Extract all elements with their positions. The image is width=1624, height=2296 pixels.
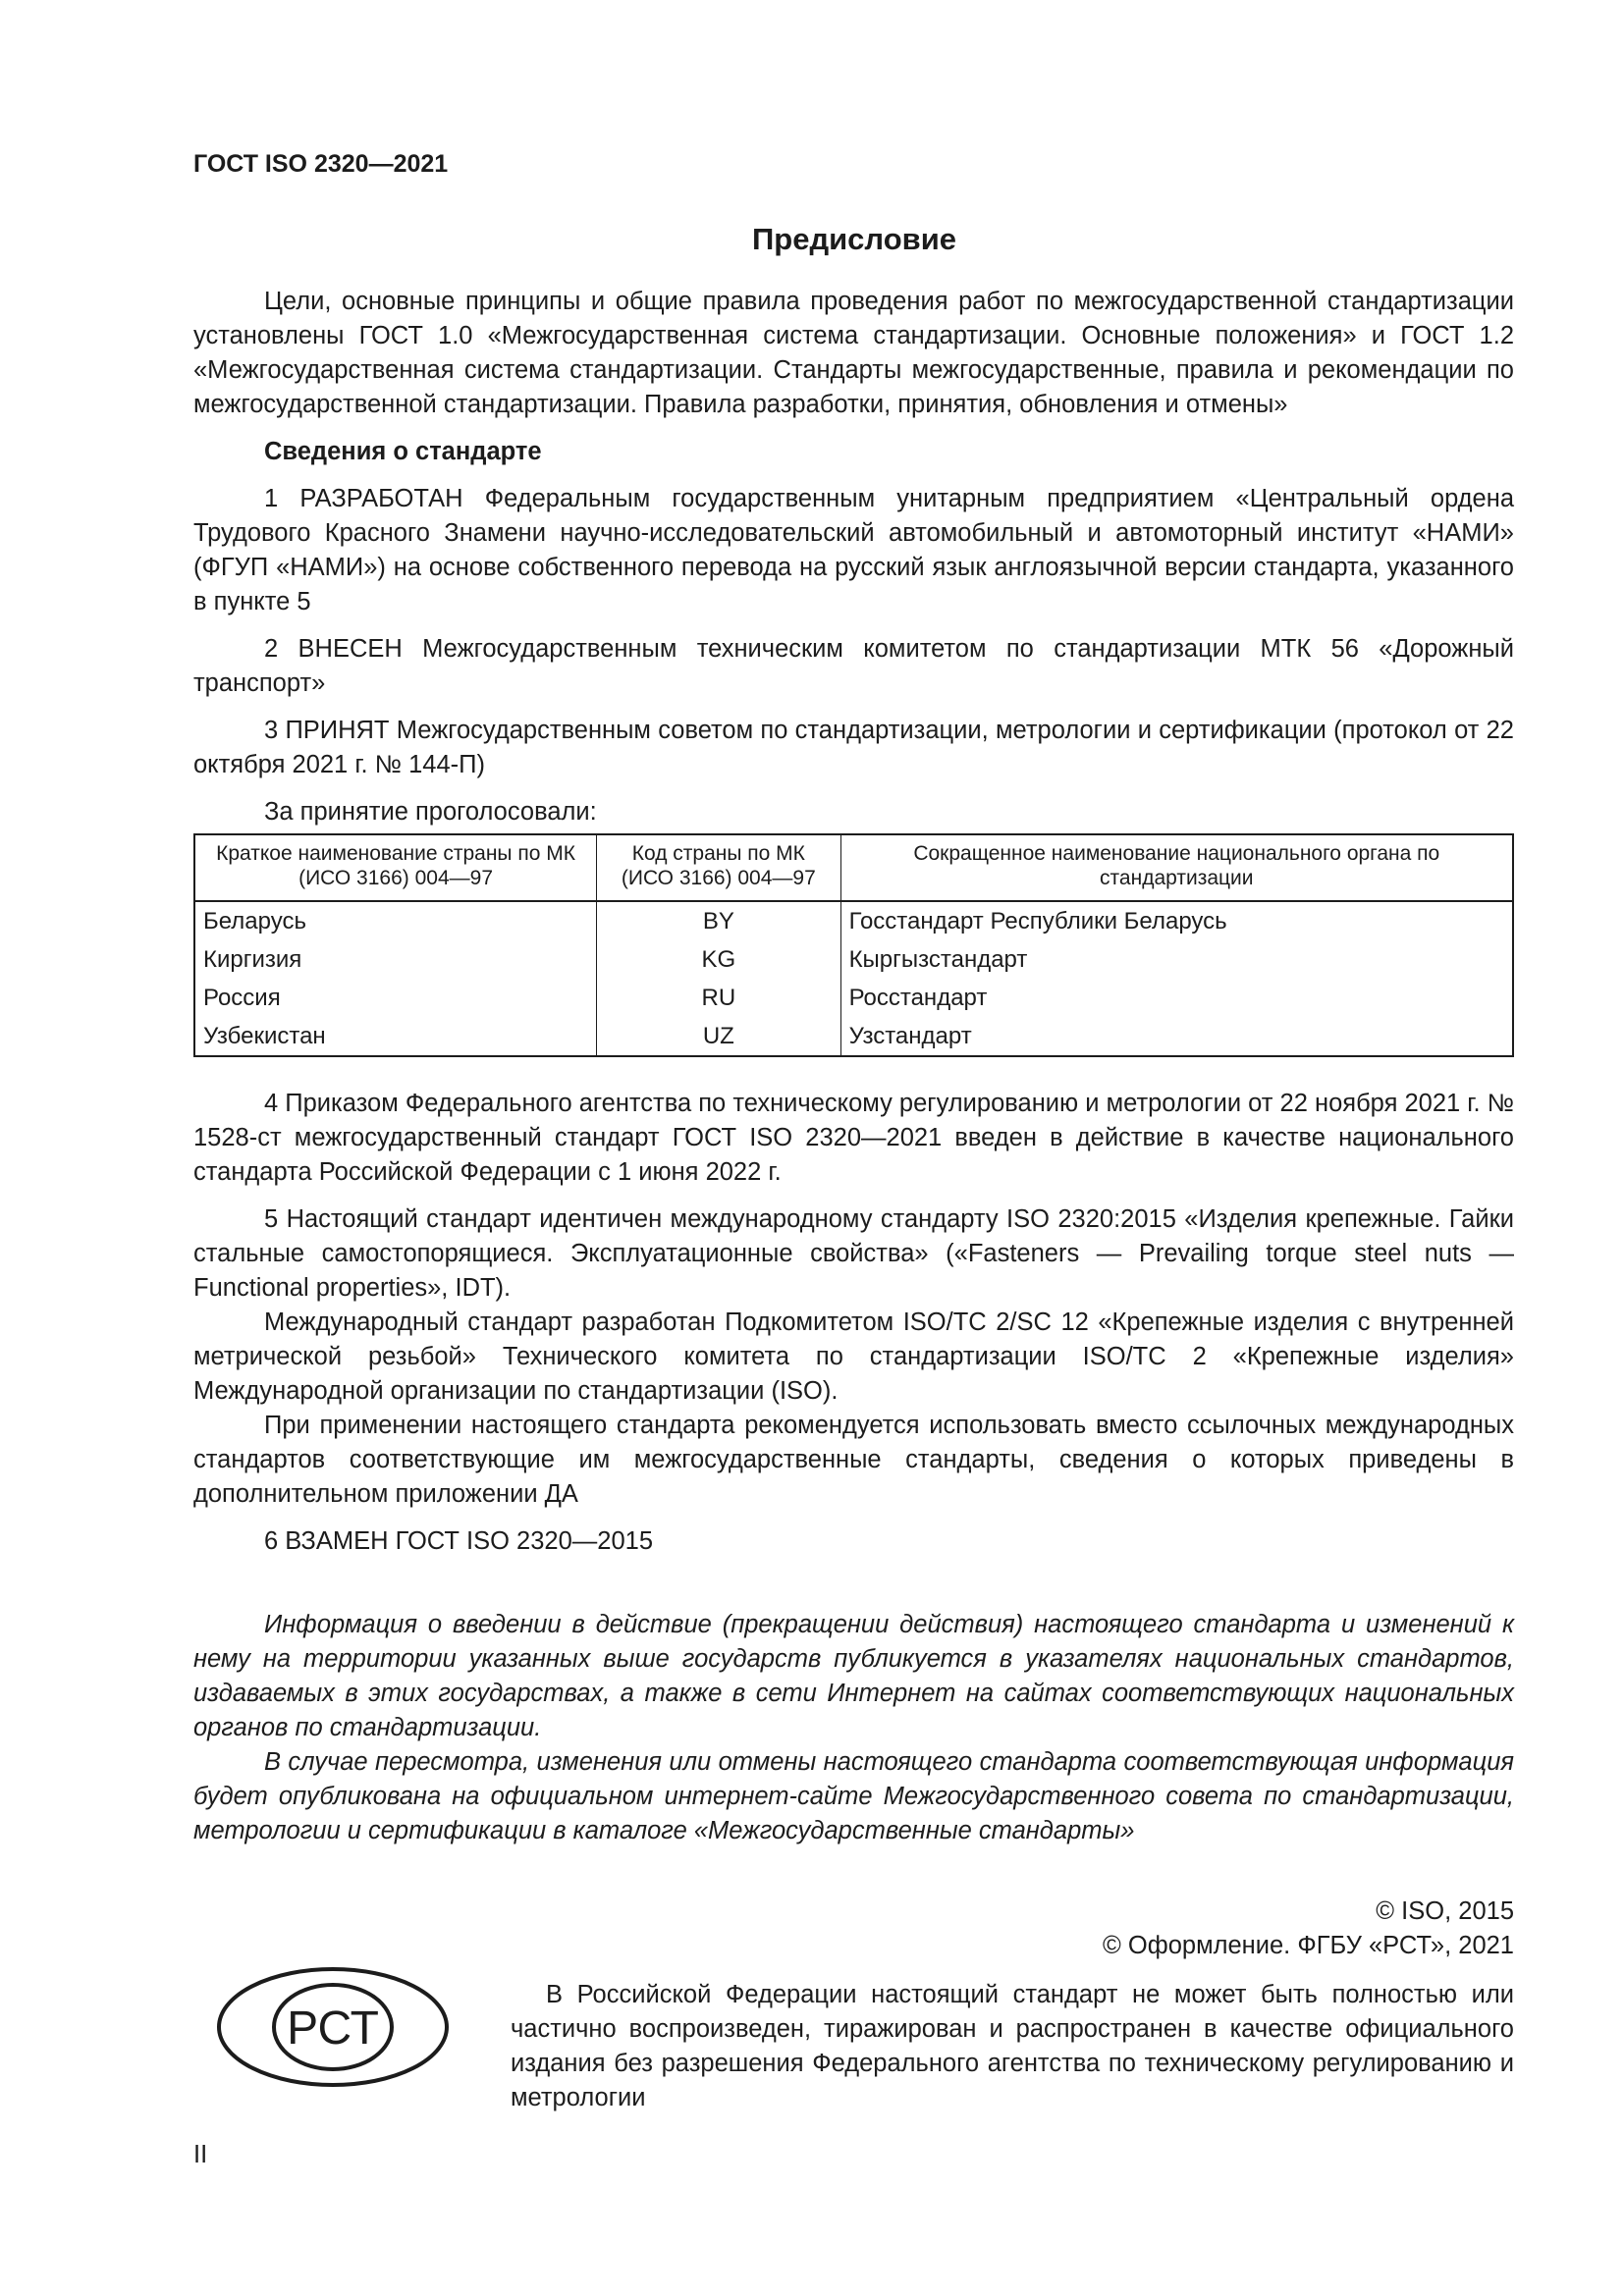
reproduction-notice: В Российской Федерации настоящий стандарт не может быть полностью или частично воспроизведен, тиражирован и распространен в качестве официального издания без разрешения Федерального агентства по техническому регулированию и метрологии <box>511 1981 1514 2111</box>
item-5-application: При применении настоящего стандарта рекомендуется использовать вместо ссылочных международных стандартов соответствующие им межгосударственные стандарты, сведения о которых приведены в дополнительном приложении ДА <box>193 1412 1514 1508</box>
intro-paragraph: Цели, основные принципы и общие правила проведения работ по межгосударственной стандартизации установлены ГОСТ 1.0 «Межгосударственная система стандартизации. Основные положения» и ГОСТ 1.2 «Межгосударственная система стандартизации. Стандарты межгосударственные, правила и рекомендации по межгосударственной стандартизации. Правила разработки, принятия, обновления и отмены» <box>193 288 1514 418</box>
document-code-header: ГОСТ ISO 2320—2021 <box>193 150 449 178</box>
page-title: Предисловие <box>751 222 956 256</box>
copyright-rst: © Оформление. ФГБУ «РСТ», 2021 <box>1103 1932 1514 1959</box>
column-header-authority: Сокращенное наименование национального органа по стандартизации <box>840 834 1513 901</box>
authority-cell: Узстандарт <box>840 1017 1513 1056</box>
item-3: 3 ПРИНЯТ Межгосударственным советом по стандартизации, метрологии и сертификации (протокол от 22 октября 2021 г. № 144-П) <box>193 717 1514 778</box>
country-cell: Россия <box>203 985 281 1011</box>
table-row <box>194 940 1513 979</box>
country-cell: Беларусь <box>203 908 306 934</box>
logo-letters: РСТ <box>287 2002 379 2055</box>
copyright-block <box>193 1895 1514 1963</box>
table-header-row <box>194 834 1513 901</box>
page-number: II <box>193 2141 208 2168</box>
country-cell: Узбекистан <box>203 1023 326 1049</box>
authority-cell: Росстандарт <box>840 979 1513 1017</box>
item-1: 1 РАЗРАБОТАН Федеральным государственным унитарным предприятием «Центральный ордена Трудового Красного Знамени научно-исследовательский автомобильный и автомоторный институт «НАМИ» (ФГУП «НАМИ») на основе собственного перевода на русский язык англоязычной версии стандарта, указанного в пункте 5 <box>193 485 1514 615</box>
authority-cell: Госстандарт Республики Беларусь <box>840 901 1513 940</box>
item-5: 5 Настоящий стандарт идентичен международному стандарту ISO 2320:2015 «Изделия крепежные. Гайки стальные самостопорящиеся. Эксплуатационные свойства» («Fasteners — Prevailing torque steel nuts — Functional properties», IDT). <box>193 1205 1514 1302</box>
authority-cell: Кыргызстандарт <box>840 940 1513 979</box>
item-5-developer: Международный стандарт разработан Подкомитетом ISO/TC 2/SC 12 «Крепежные изделия с внутренней метрической резьбой» Технического комитета по стандартизации ISO/TC 2 «Крепежные изделия» Международной организации по стандартизации (ISO). <box>193 1308 1514 1405</box>
document-body <box>193 285 1514 1963</box>
code-cell: KG <box>597 940 840 979</box>
table-row <box>194 1017 1513 1056</box>
rst-certification-mark-icon <box>213 1963 453 2091</box>
publication-info <box>193 1608 1514 1848</box>
column-header-code: Код страны по МК (ИСО 3166) 004—97 <box>597 834 840 901</box>
code-cell: BY <box>597 901 840 940</box>
item-6: 6 ВЗАМЕН ГОСТ ISO 2320—2015 <box>264 1527 653 1555</box>
section-heading: Сведения о стандарте <box>264 438 542 465</box>
country-cell: Киргизия <box>203 946 302 973</box>
copyright-iso: © ISO, 2015 <box>1376 1897 1514 1925</box>
column-header-country: Краткое наименование страны по МК (ИСО 3166) 004—97 <box>194 834 597 901</box>
code-cell: UZ <box>597 1017 840 1056</box>
votes-table <box>193 833 1514 1057</box>
revision-info-paragraph: В случае пересмотра, изменения или отмены настоящего стандарта соответствующая информация будет опубликована на официальном интернет-сайте Межгосударственного совета по стандартизации, метрологии и сертификации в каталоге «Межгосударственные стандарты» <box>193 1748 1514 1844</box>
code-cell: RU <box>597 979 840 1017</box>
item-2: 2 ВНЕСЕН Межгосударственным техническим комитетом по стандартизации МТК 56 «Дорожный транспорт» <box>193 635 1514 697</box>
table-row <box>194 979 1513 1017</box>
votes-intro: За принятие проголосовали: <box>264 798 597 826</box>
item-4: 4 Приказом Федерального агентства по техническому регулированию и метрологии от 22 ноября 2021 г. № 1528-ст межгосударственный стандарт ГОСТ ISO 2320—2021 введен в действие в качестве национального стандарта Российской Федерации с 1 июня 2022 г. <box>193 1090 1514 1186</box>
table-row <box>194 901 1513 940</box>
publication-info-paragraph: Информация о введении в действие (прекращении действия) настоящего стандарта и изменений к нему на территории указанных выше государств публикуется в указателях национальных стандартов, издаваемых в этих государствах, а также в сети Интернет на сайтах соответствующих национальных органов по стандартизации. <box>193 1611 1514 1741</box>
